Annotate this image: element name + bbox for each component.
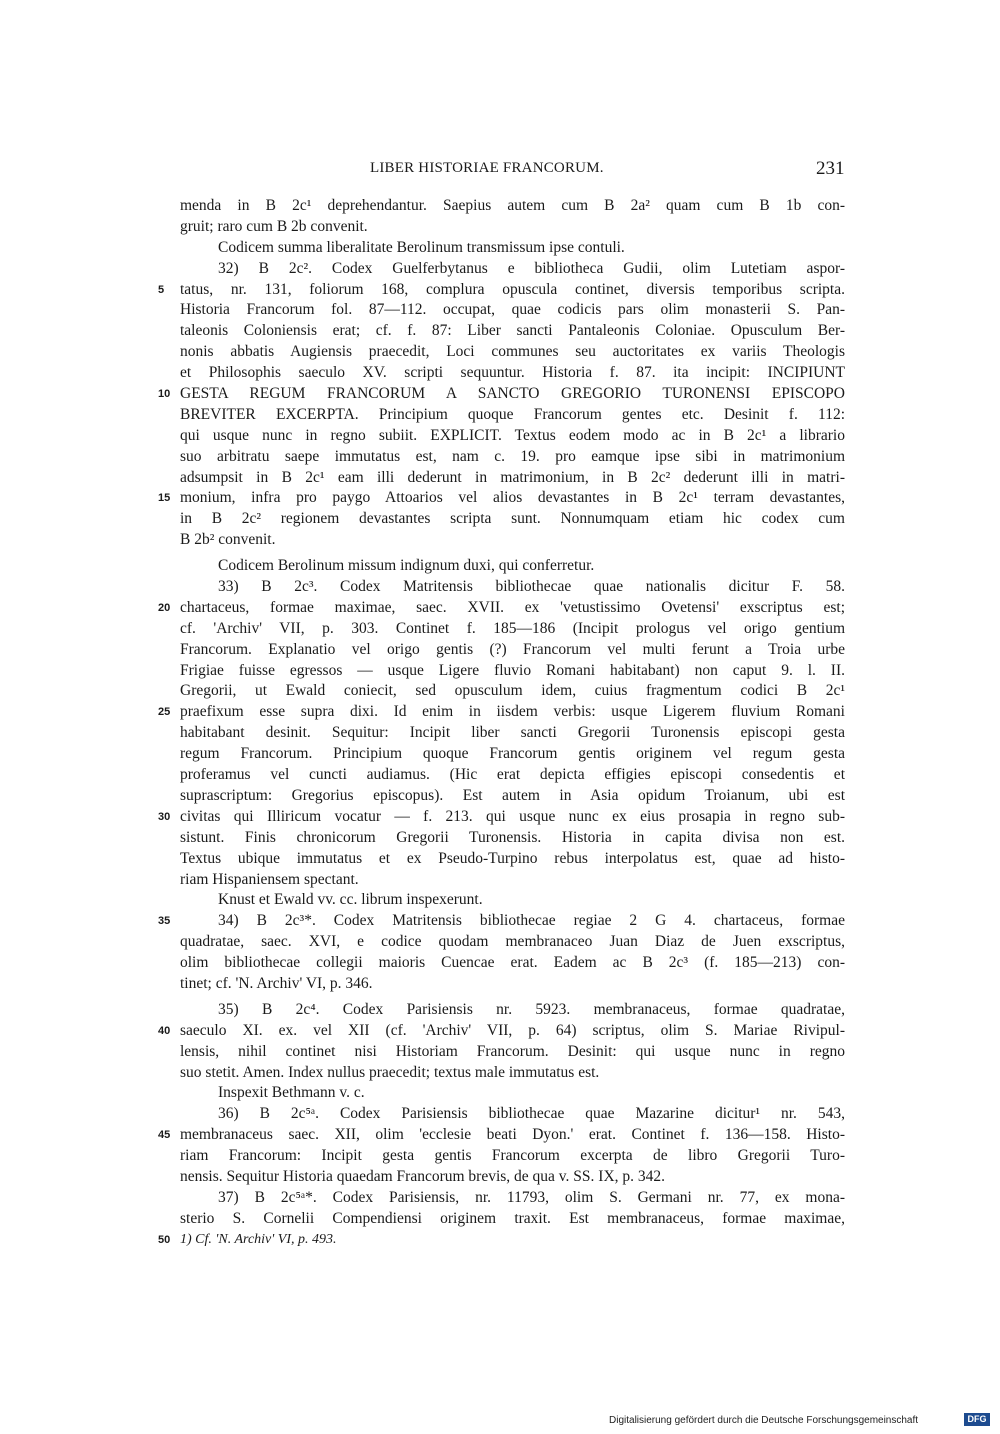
line-text: membranaceus saec. XII, olim 'ecclesie beati Dyon.' erat. Continet f. 136—158. Histo- (180, 1126, 845, 1144)
line-text: 32) B 2c². Codex Guelferbytanus e bibliotheca Gudii, olim Lutetiam aspor- (218, 259, 845, 277)
running-header-title: LIBER HISTORIAE FRANCORUM. (370, 160, 604, 176)
line-text: monium, infra pro paygo Attoarios vel alios devastantes in B 2c¹ terram devastantes, (180, 489, 845, 507)
text-line (180, 870, 845, 891)
text-line (158, 911, 845, 932)
line-text: Codicem Berolinum missum indignum duxi, qui conferretur. (218, 557, 595, 575)
line-text: nensis. Sequitur Historia quaedam Francorum brevis, de qua v. SS. IX, p. 342. (180, 1167, 666, 1185)
line-number: 45 (158, 1129, 171, 1142)
text-line (180, 849, 845, 870)
footnote-line-number: 50 (158, 1234, 171, 1246)
text-line (180, 786, 845, 807)
text-line (180, 342, 845, 363)
line-text: nonis abbatis Augiensis praecedit, Loci communes seu auctoritates ex variis Theologis (180, 343, 845, 361)
text-line (180, 744, 845, 765)
main-text (158, 196, 845, 1230)
text-line (180, 1083, 845, 1104)
text-line (158, 598, 845, 619)
line-text: 35) B 2c⁴. Codex Parisiensis nr. 5923. membranaceus, formae quadratae, (218, 1000, 845, 1018)
text-line (158, 1021, 845, 1042)
line-number: 10 (158, 388, 171, 401)
text-line (180, 890, 845, 911)
line-number: 20 (158, 601, 171, 614)
line-text: tatus, nr. 131, foliorum 168, complura opuscula continet, diversis temporibus scripta. (180, 280, 845, 298)
footnote: 1) Cf. 'N. Archiv' VI, p. 493. (180, 1232, 337, 1247)
text-line (180, 640, 845, 661)
text-line (180, 1209, 845, 1230)
line-text: cf. 'Archiv' VII, p. 303. Continet f. 185—186 (Incipit prologus vel origo gentium (180, 619, 845, 637)
line-text: proferamus vel cuncti audiamus. (Hic erat depicta effigies episcopi consedentis et (180, 766, 845, 784)
digitization-credit: Digitalisierung gefördert durch die Deutsche Forschungsgemeinschaft (609, 1415, 919, 1426)
text-line (180, 447, 845, 468)
line-text: GESTA REGUM FRANCORUM A SANCTO GREGORIO TURONENSI EPISCOPO (180, 385, 845, 403)
text-line (180, 828, 845, 849)
text-line (180, 238, 845, 259)
text-line (180, 765, 845, 786)
line-text: B 2b² convenit. (180, 531, 276, 549)
text-line (180, 953, 845, 974)
line-text: Textus ubique immutatus et ex Pseudo-Turpino rebus interpolatus est, quae ad histo- (180, 849, 845, 867)
text-line (158, 1125, 845, 1146)
text-line (180, 1000, 845, 1021)
line-text: 37) B 2c⁵ᵃ*. Codex Parisiensis, nr. 11793, olim S. Germani nr. 77, ex mona- (218, 1188, 845, 1206)
text-line (180, 509, 845, 530)
text-line (180, 556, 845, 577)
line-number: 30 (158, 810, 171, 823)
line-number: 25 (158, 706, 171, 719)
text-line (180, 259, 845, 280)
line-text: qui usque nunc in regno subiit. EXPLICIT. Textus eodem modo ac in B 2c¹ a librario (180, 426, 845, 444)
line-text: taleonis Coloniensis erat; cf. f. 87: Liber sancti Pantaleonis Coloniae. Opusculum Ber- (180, 322, 845, 340)
line-text: Francorum. Explanatio vel origo gentis (?) Francorum vel multi ferunt a Troia urbe (180, 640, 845, 658)
text-line (180, 1063, 845, 1084)
text-line (180, 321, 845, 342)
line-text: 34) B 2c³*. Codex Matritensis bibliothecae regiae 2 G 4. chartaceus, formae (218, 912, 845, 930)
line-text: tinet; cf. 'N. Archiv' VI, p. 346. (180, 974, 373, 992)
line-text: BREVITER EXCERPTA. Principium quoque Francorum gentes etc. Desinit f. 112: (180, 405, 845, 423)
text-line (180, 468, 845, 489)
line-text: Knust et Ewald vv. cc. librum inspexerunt. (218, 891, 483, 909)
page-number: 231 (816, 158, 845, 179)
text-line (158, 384, 845, 405)
text-line (180, 426, 845, 447)
text-line (180, 681, 845, 702)
line-text: regum Francorum. Principium quoque Francorum gentis originem vel regum gesta (180, 745, 845, 763)
text-line (180, 217, 845, 238)
line-text: olim bibliothecae collegii maioris Cuencae erat. Eadem ac B 2c³ (f. 185—213) con- (180, 954, 845, 972)
text-line (180, 932, 845, 953)
text-line (180, 577, 845, 598)
line-text: gruit; raro cum B 2b convenit. (180, 217, 368, 235)
line-text: sterio S. Cornelii Compendiensi originem traxit. Est membranaceus, formae maximae, (180, 1209, 845, 1227)
line-text: suo arbitratu saepe immutatus est, nam c. 19. pro eamque ipse sibi in matrimonium (180, 447, 845, 465)
text-line (158, 488, 845, 509)
line-text: riam Hispaniensem spectant. (180, 870, 359, 888)
line-number: 5 (158, 283, 165, 296)
text-line (180, 1167, 845, 1188)
text-line (158, 807, 845, 828)
line-text: chartaceus, formae maximae, saec. XVII. ex 'vetustissimo Ovetensi' exscriptus est; (180, 598, 845, 616)
dfg-logo: DFG (964, 1413, 990, 1426)
line-number: 15 (158, 492, 171, 505)
line-text: 33) B 2c³. Codex Matritensis bibliothecae quae nationalis dicitur F. 58. (218, 578, 845, 596)
text-line (158, 280, 845, 301)
line-text: riam Francorum: Incipit gesta gentis Francorum excerpta de libro Gregorii Turo- (180, 1147, 845, 1165)
line-text: Codicem summa liberalitate Berolinum transmissum ipse contuli. (218, 238, 625, 256)
text-line (180, 974, 845, 995)
line-text: Gregorii, ut Ewald coniecit, sed opusculum idem, cuius fragmentum codici B 2c¹ (180, 682, 845, 700)
line-text: suo stetit. Amen. Index nullus praecedit; textus male immutatus est. (180, 1063, 600, 1081)
text-line (180, 363, 845, 384)
text-line (180, 1188, 845, 1209)
line-text: Frigiae fuisse egressos — usque Ligere fluvio Romani habitabant) non caput 9. l. II. (180, 661, 845, 679)
line-text: civitas qui Illiricum vocatur — f. 213. qui usque nunc ex eius prosapia in regno sub- (180, 807, 845, 825)
line-text: menda in B 2c¹ deprehendantur. Saepius autem cum B 2a² quam cum B 1b con- (180, 197, 845, 214)
line-text: 36) B 2c⁵ᵃ. Codex Parisiensis bibliothecae quae Mazarine dicitur¹ nr. 543, (218, 1105, 845, 1123)
line-text: quadratae, saec. XVI, e codice quodam membranaceo Juan Diaz de Juen exscriptus, (180, 933, 845, 951)
line-text: suprascriptum: Gregorius episcopus). Est autem in Asia opidum Troianum, ubi est (180, 786, 845, 804)
text-line (180, 196, 845, 217)
text-line (180, 1146, 845, 1167)
text-line (180, 1042, 845, 1063)
text-line (180, 530, 845, 551)
line-text: praefixum esse supra dixi. Id enim in iisdem verbis: usque Ligerem fluvium Romani (180, 703, 845, 721)
line-text: adsumpsit in B 2c¹ eam illi dederunt in matrimonium, in B 2c² dederunt illi in matri- (180, 468, 845, 486)
text-line (180, 723, 845, 744)
line-text: et Philosophis saeculo XV. scripti sequuntur. Historia f. 87. ita incipit: INCIPIUNT (180, 364, 845, 382)
line-number: 35 (158, 915, 171, 928)
text-line (180, 300, 845, 321)
line-text: sistunt. Finis chronicorum Gregorii Turonensis. Historia in capita divisa non est. (180, 828, 845, 846)
text-line (180, 619, 845, 640)
line-text: habitabant desinit. Sequitur: Incipit liber sancti Gregorii Turonensis episcopi gesta (180, 724, 845, 742)
line-text: Inspexit Bethmann v. c. (218, 1084, 365, 1102)
line-text: saeculo XI. ex. vel XII (cf. 'Archiv' VII, p. 64) scriptus, olim S. Mariae Rivipul- (180, 1021, 845, 1039)
text-line (180, 405, 845, 426)
line-text: in B 2c² regionem devastantes scripta sunt. Nonnumquam etiam hic codex cum (180, 510, 845, 528)
line-text: Historia Francorum fol. 87—112. occupat, quae codicis pars olim monasterii S. Pan- (180, 301, 845, 319)
text-line (180, 661, 845, 682)
line-number: 40 (158, 1024, 171, 1037)
text-line (180, 1104, 845, 1125)
text-line (158, 702, 845, 723)
line-text: lensis, nihil continet nisi Historiam Francorum. Desinit: qui usque nunc in regno (180, 1042, 845, 1060)
